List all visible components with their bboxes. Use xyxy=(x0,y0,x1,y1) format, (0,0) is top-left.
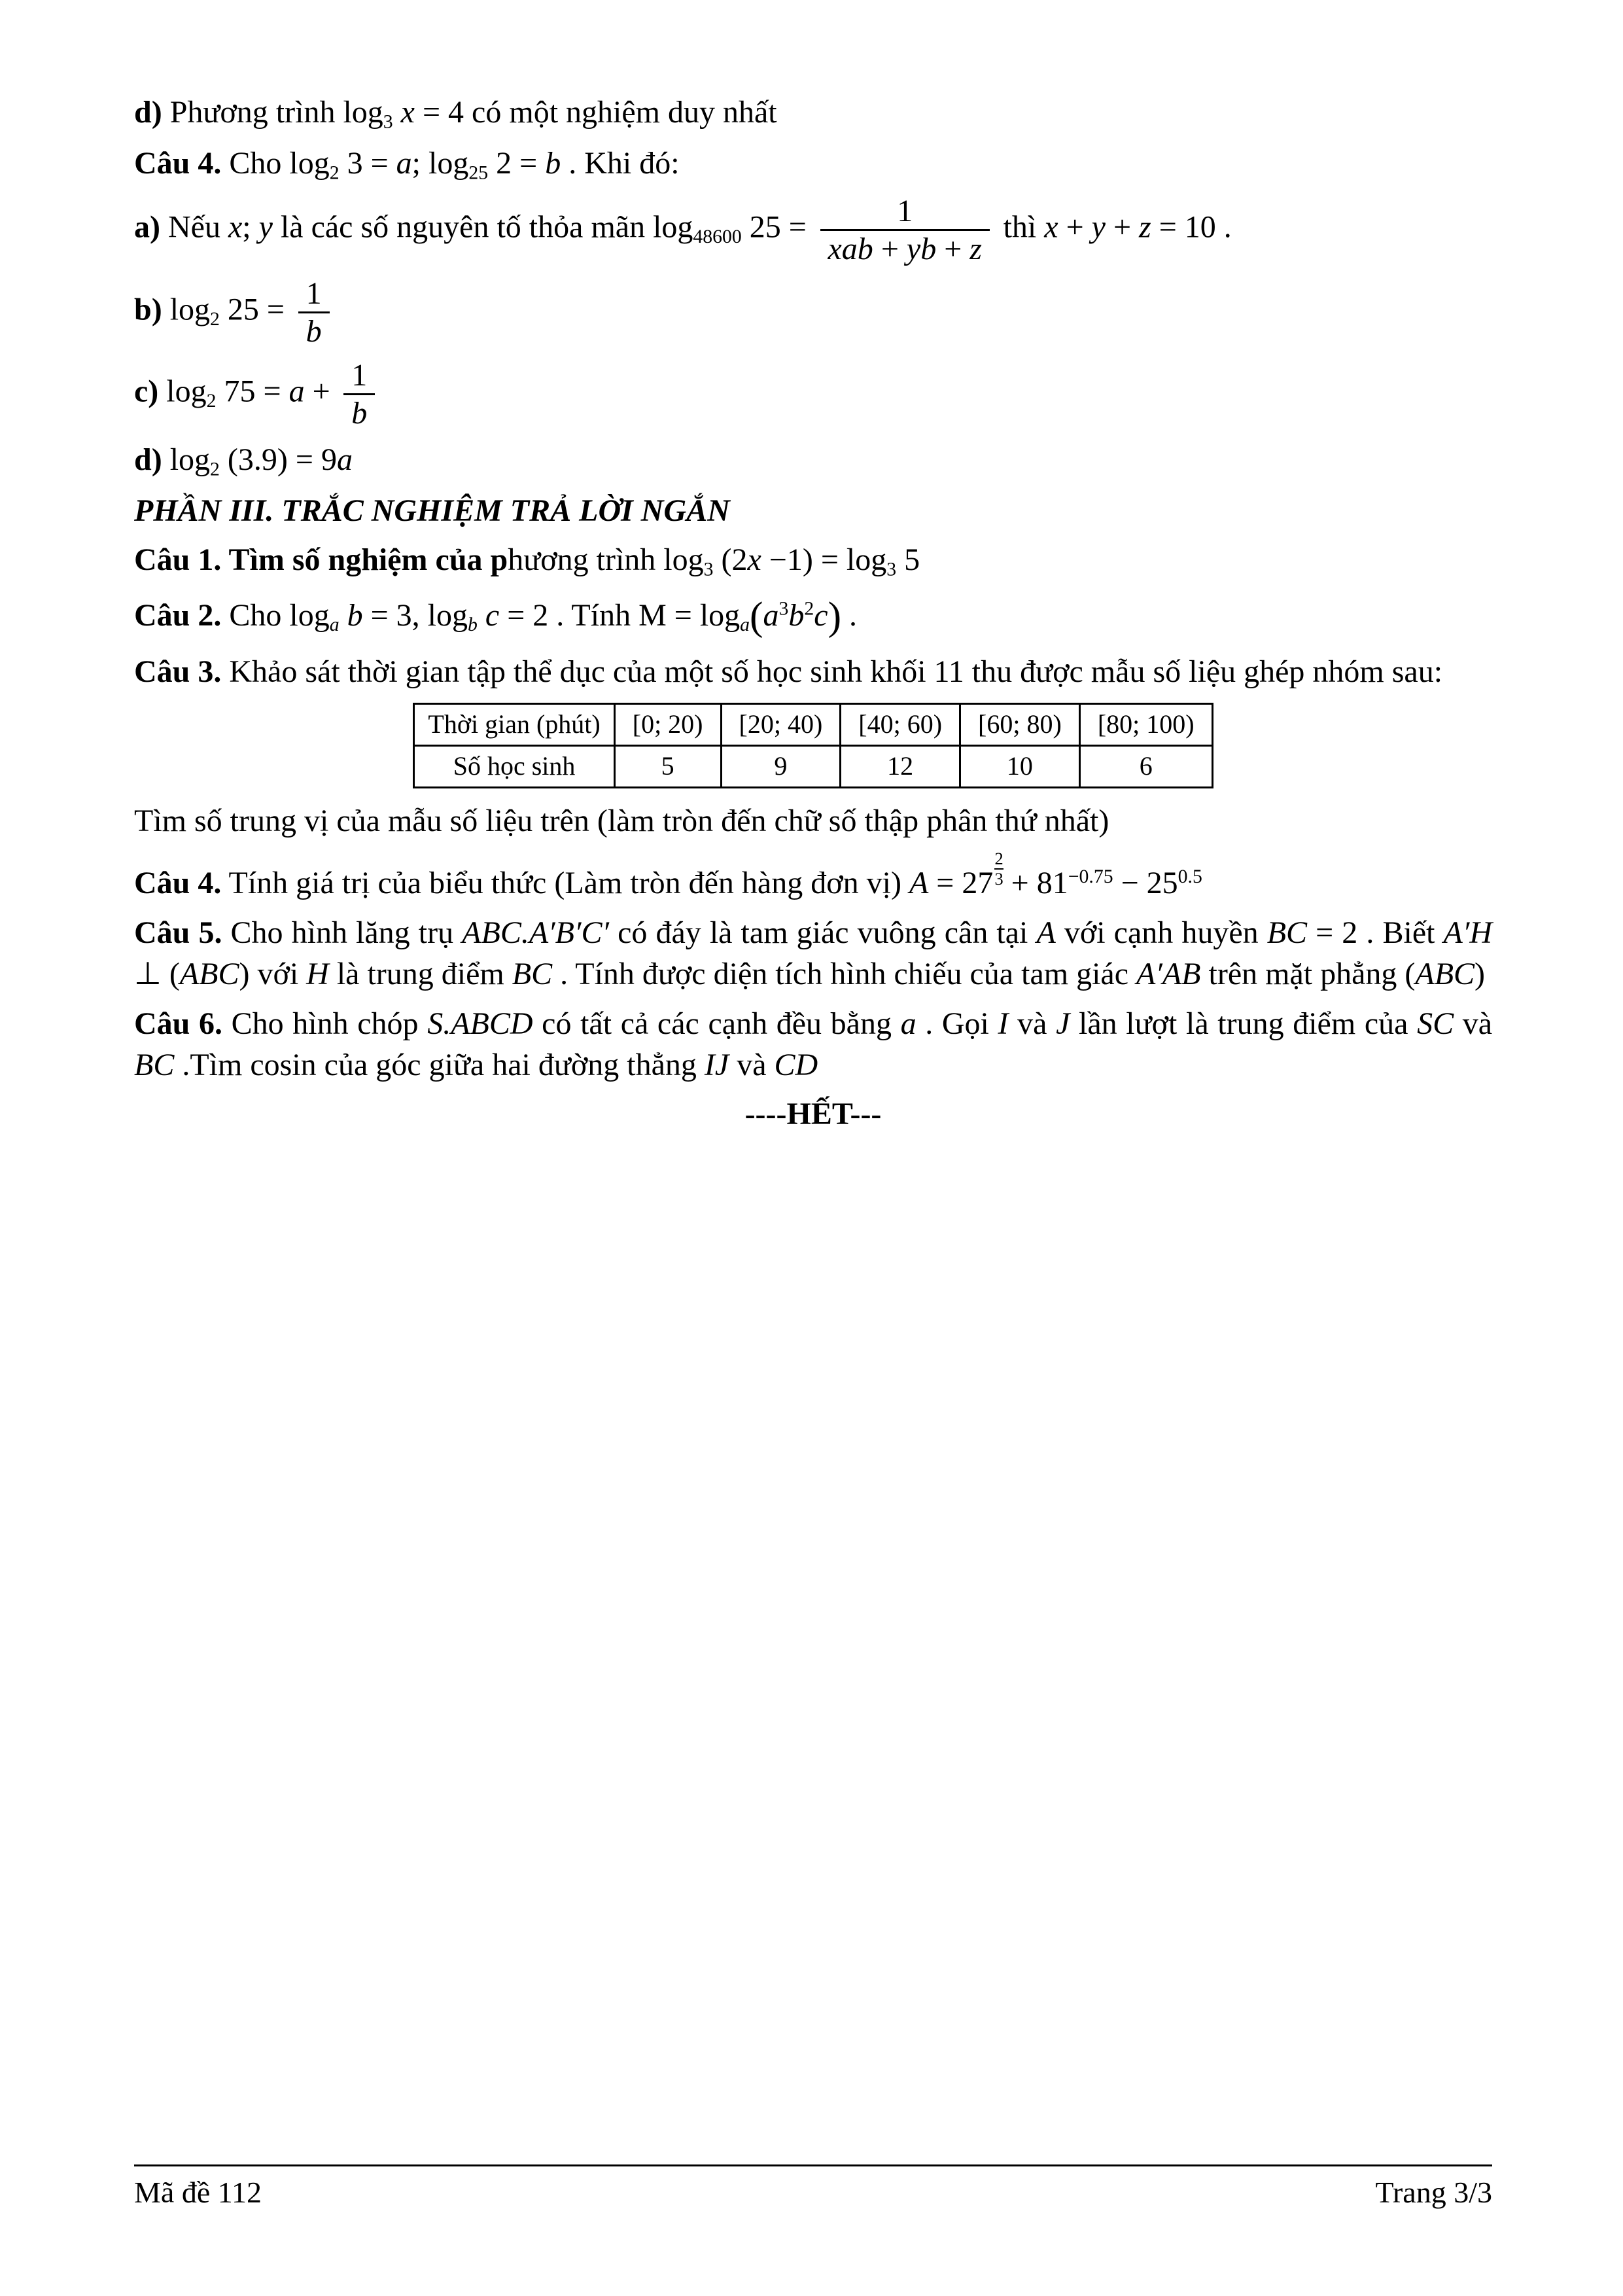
question-4-part2: Câu 4. Cho log2 3 = a; log25 2 = b . Khi đó: xyxy=(134,145,680,183)
exam-content xyxy=(0,0,1623,1135)
table-cell: Số học sinh xyxy=(414,746,614,788)
section-3-heading: PHẦN III. TRẮC NGHIỆM TRẢ LỜI NGẮN xyxy=(134,493,730,528)
table-cell: 6 xyxy=(1079,746,1212,788)
table-cell: 5 xyxy=(614,746,721,788)
fraction: $\frac{1}{b}$ xyxy=(298,275,330,349)
statement-4a: a) Nếu x; y là các số nguyên tố thỏa mãn log48600 25 = $\frac{1}{\text{xab + yb + z}}$ thì x + y + z = 10 . xyxy=(134,194,1232,267)
question-3-continued: Tìm số trung vị của mẫu số liệu trên (làm tròn đến chữ số thập phân thứ nhất) xyxy=(134,803,1109,838)
table-cell: 12 xyxy=(841,746,960,788)
fraction: $\frac{1}{b}$ xyxy=(343,357,375,431)
frequency-table xyxy=(413,703,1213,788)
table-header-cell: [40; 60) xyxy=(841,704,960,746)
question-3: Câu 3. Khảo sát thời gian tập thể dục của một số học sinh khối 11 thu được mẫu số liệu ghép nhóm sau: xyxy=(134,654,1443,690)
table-cell: 10 xyxy=(960,746,1080,788)
statement-4c: c) log2 75 = a + $\frac{1}{b}$ xyxy=(134,357,1492,431)
question-5: Câu 5. Cho hình lăng trụ ABC.A′B′C′ có đáy là tam giác vuông cân tại A với cạnh huyền BC = 2 . Biết A′H ⊥ (ABC) với H là trung điểm BC . Tính được diện tích hình chiếu của tam giác A′AB trên mặt phẳng (ABC) xyxy=(134,915,1493,992)
table-cell: 9 xyxy=(721,746,841,788)
question-1: Câu 1. Tìm số nghiệm của phương trình log3 (2x −1) = log3 5 xyxy=(134,542,920,580)
table-header-cell: [0; 20) xyxy=(614,704,721,746)
table-header-cell: [20; 40) xyxy=(721,704,841,746)
statement-4b: b) log2 25 = $\frac{1}{b}$ xyxy=(134,275,1492,349)
table-header-cell: [80; 100) xyxy=(1079,704,1212,746)
table-header-row xyxy=(414,704,1212,746)
statement-4d: d) log2 (3.9) = 9a xyxy=(134,442,353,480)
question-4: Câu 4. Tính giá trị của biểu thức (Làm tròn đến hàng đơn vị) A = 27 $\frac{2}{3}$ + $81^{-0.75} - 25^{0.5}$ xyxy=(134,849,1202,901)
exponent-fraction: $\frac{2}{3}$ xyxy=(994,849,1003,889)
fraction: $\frac{1}{\text{xab + yb + z}}$ xyxy=(820,193,990,267)
page-footer xyxy=(134,2164,1492,2213)
question-6: Câu 6. Cho hình chóp S.ABCD có tất cả các cạnh đều bằng a . Gọi I và J lần lượt là trung điểm của SC và BC .Tìm cosin của góc giữa hai đường thẳng IJ và CD xyxy=(134,1006,1493,1082)
statement-3d: d) Phương trình log3 x = 4 có một nghiệm duy nhất xyxy=(134,95,777,133)
exam-code: Mã đề 112 xyxy=(134,2176,262,2209)
page-number: Trang 3/3 xyxy=(1375,2176,1492,2209)
table-header-cell: Thời gian (phút) xyxy=(414,704,614,746)
table-data-row xyxy=(414,746,1212,788)
table-header-cell: [60; 80) xyxy=(960,704,1080,746)
end-marker: ----HẾT--- xyxy=(744,1097,882,1132)
question-2: Câu 2. Cho loga b = 3, logb c = 2 . Tính $M = \log a(a^3b^2c)$ . xyxy=(134,593,858,639)
